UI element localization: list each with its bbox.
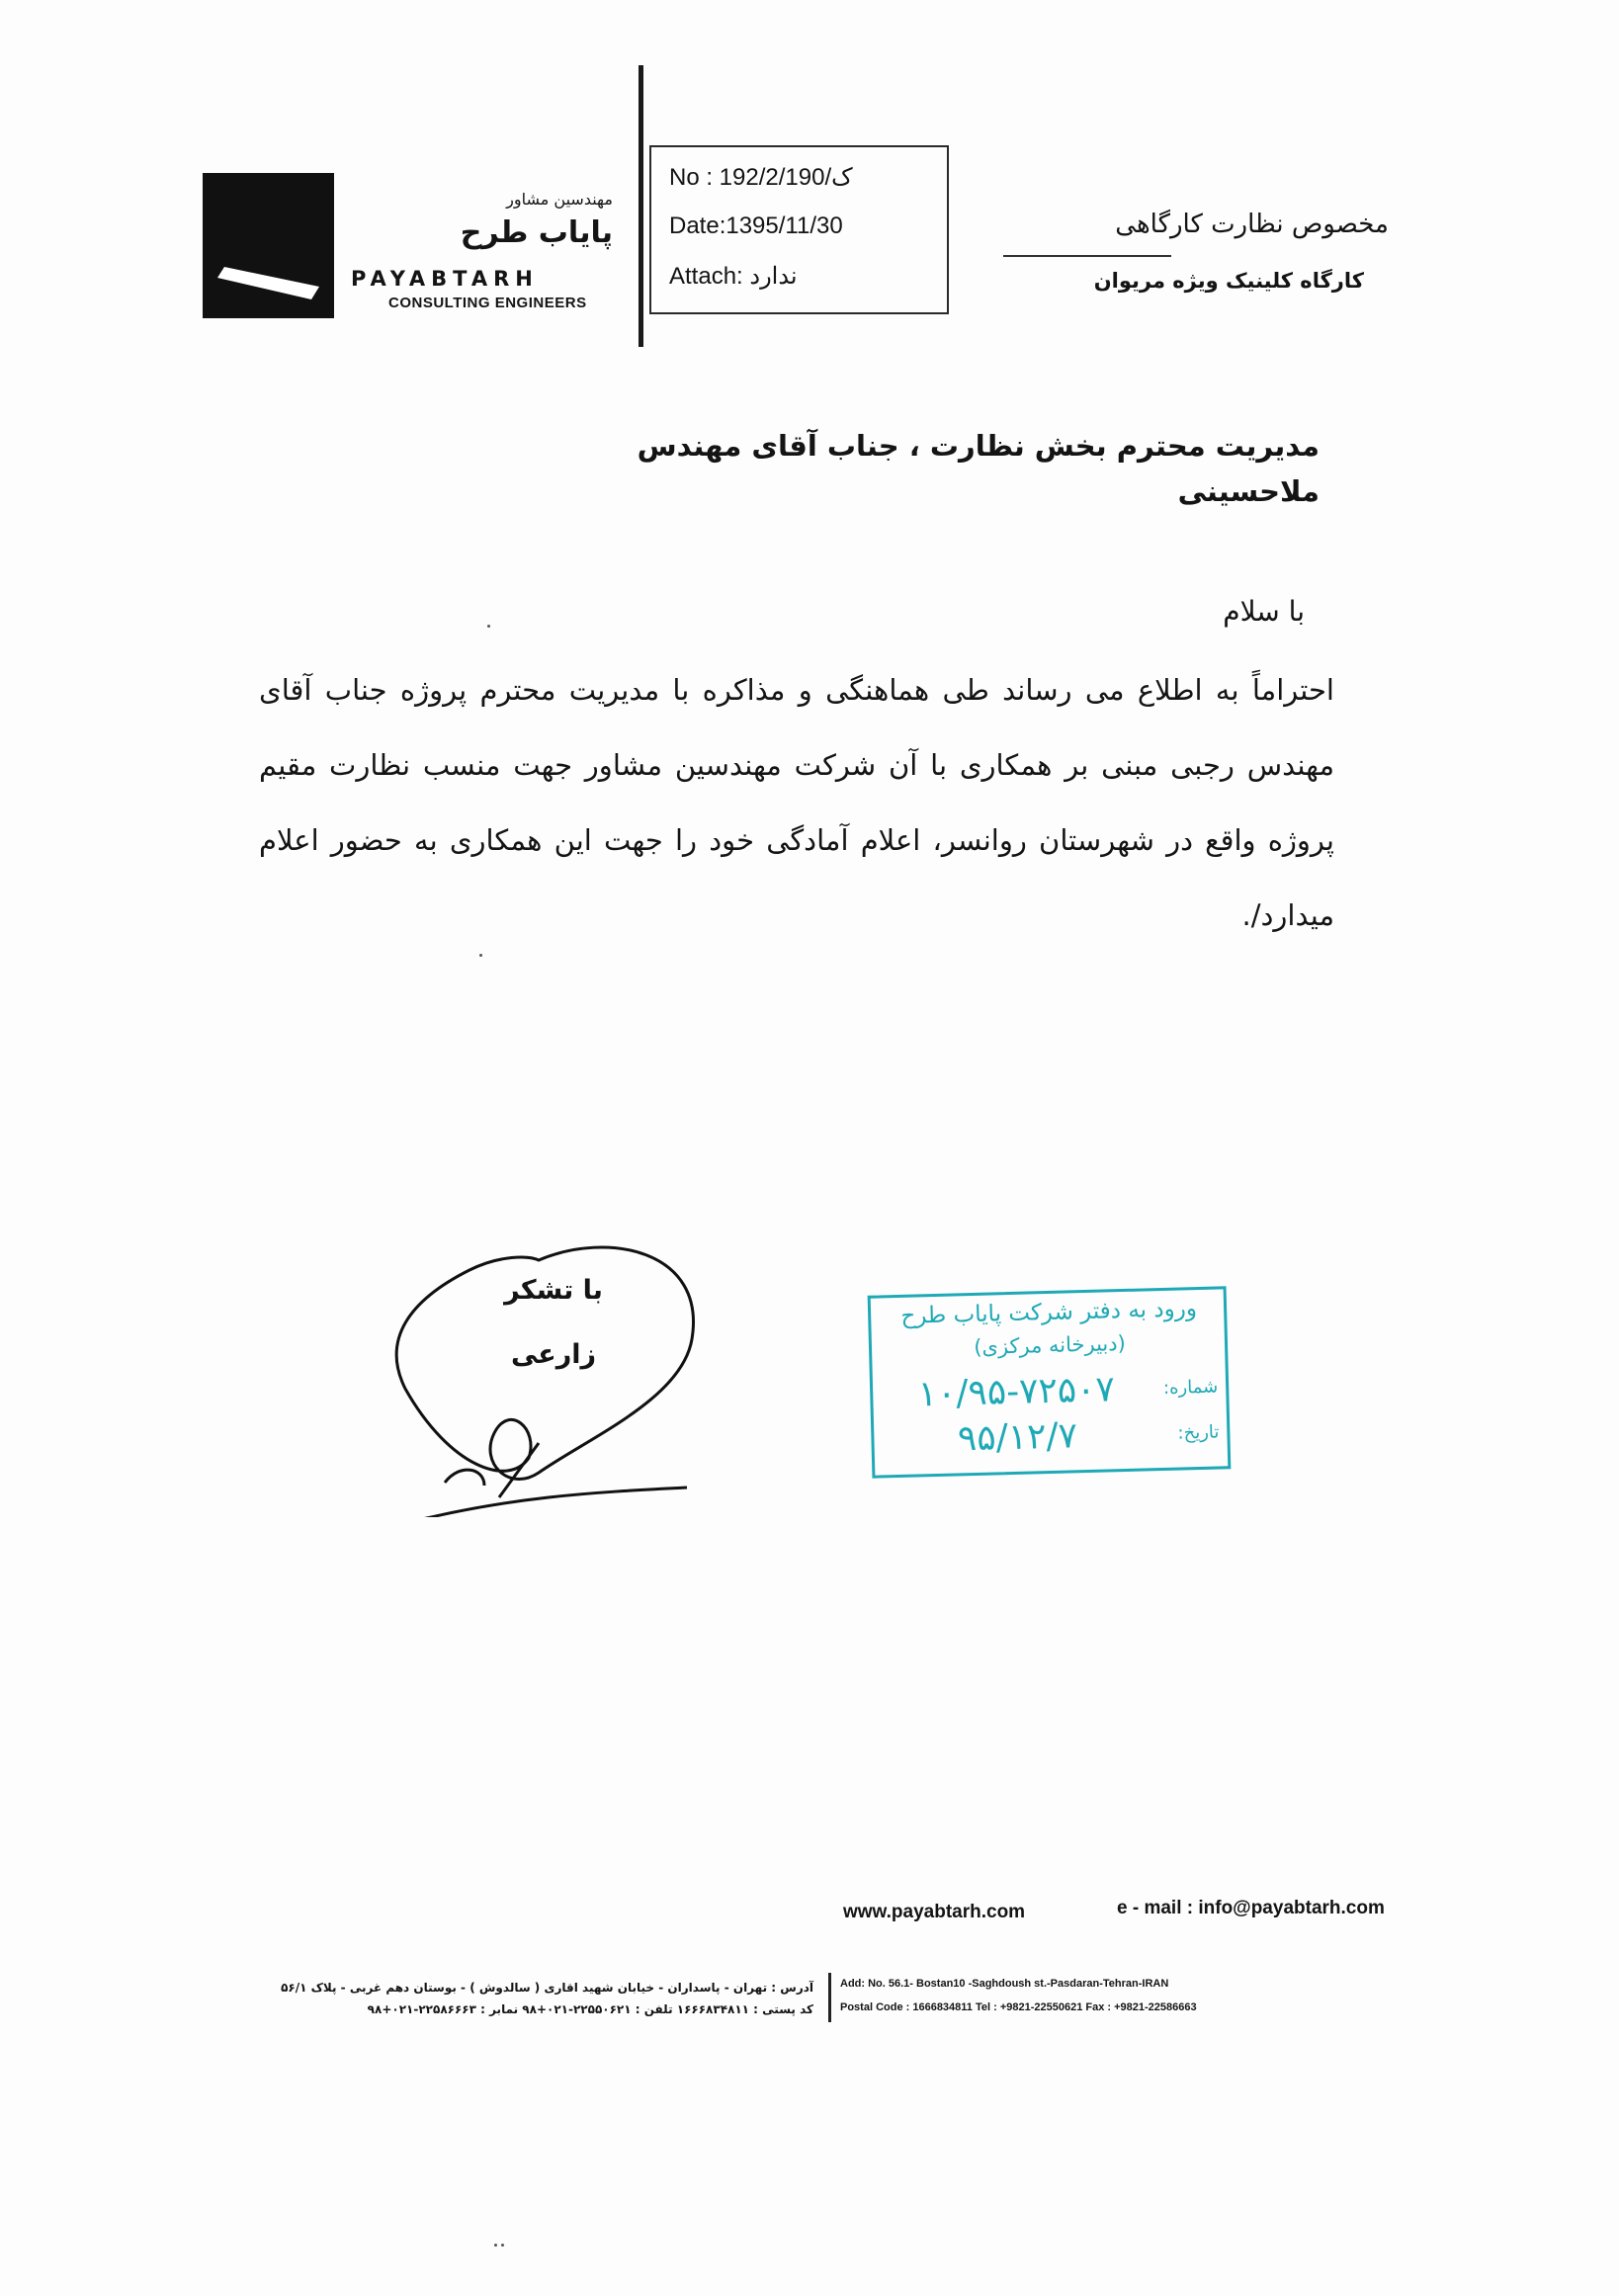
address-en-line-1: Add: No. 56.1- Bostan10 -Saghdoush st.-Pasdaran-Tehran-IRAN (840, 1978, 1169, 1990)
salutation: با سلام (1223, 595, 1305, 628)
signature-scribble (390, 1231, 717, 1517)
address-fa-line-2: کد پستی : ۱۶۶۶۸۳۴۸۱۱ تلفن : ۲۲۵۵۰۶۲۱-۰۲۱+۹۸ نمابر : ۲۲۵۸۶۶۶۳-۰۲۱+۹۸ (367, 2002, 813, 2016)
address-fa-line-1: آدرس : تهران - پاسداران - خیابان شهید اقاری ( سالدوش ) - بوستان دهم غربی - پلاک ۵۶/۱ (281, 1981, 813, 1995)
supervision-stamp-title: مخصوص نظارت کارگاهی (1115, 210, 1389, 239)
company-logo (203, 173, 334, 318)
company-subtitle: CONSULTING ENGINEERS (388, 295, 587, 311)
receipt-stamp (868, 1286, 1232, 1478)
address-en-line-2: Postal Code : 1666834811 Tel : +9821-22550621 Fax : +9821-22586663 (840, 2001, 1197, 2013)
supervision-stamp-subtitle: کارگاه کلینیک ویژه مریوان (1093, 269, 1364, 293)
scan-speck (487, 625, 490, 628)
addressee (474, 423, 1320, 514)
letter-body: احتراماً به اطلاع می رساند طی هماهنگی و مذاکره با مدیریت محترم پروژه جناب آقای مهندس رجبی مبنی بر همکاری با آن شرکت مهندسین مشاور جهت منسب نظارت مقیم پروژه واقع در شهرستان روانسر، اعلام آمادگی خود را جهت این همکاری به حضور اعلام میدارد/. (259, 673, 1334, 932)
company-name-fa-small: مهندسین مشاور (506, 190, 613, 209)
footer-divider (828, 1973, 831, 2022)
reference-box (649, 145, 949, 314)
receipt-date-value: ۹۵/۱۲/۷ (957, 1415, 1078, 1460)
scan-speck (501, 2244, 504, 2247)
receipt-number-label: شماره: (1162, 1376, 1219, 1399)
scan-speck (479, 954, 482, 957)
address-fa (196, 1977, 813, 2020)
letter-date: Date:1395/11/30 (669, 213, 843, 239)
address-en (840, 1972, 1394, 2019)
addressee-line-2: ملاحسینی (1177, 474, 1320, 508)
receipt-stamp-title: ورود به دفتر شرکت پایاب طرح (900, 1296, 1198, 1329)
receipt-number-value: ۱۰/۹۵-۷۲۵۰۷ (917, 1369, 1116, 1415)
receipt-stamp-subtitle: (دبیرخانه مرکزی) (973, 1330, 1127, 1359)
receipt-date-label: تاریخ: (1177, 1421, 1220, 1444)
website-link[interactable]: www.payabtarh.com (843, 1902, 1026, 1922)
header-divider (639, 65, 643, 347)
company-name-en: PAYABTARH (351, 267, 539, 291)
supervision-stamp-underline (1003, 255, 1171, 257)
addressee-line-1: مدیریت محترم بخش نظارت ، جناب آقای مهندس (637, 429, 1320, 463)
company-name-fa: پایاب طرح (460, 215, 613, 250)
signature-name: زارعی (510, 1339, 597, 1370)
email-link[interactable]: e - mail : info@payabtarh.com (1117, 1898, 1385, 1918)
signature-thanks: با تشکر (504, 1275, 603, 1306)
letter-number: No : 192/2/ک/190 (669, 164, 853, 191)
letter-attachment: Attach: ندارد (669, 263, 798, 290)
scan-speck (494, 2244, 497, 2247)
